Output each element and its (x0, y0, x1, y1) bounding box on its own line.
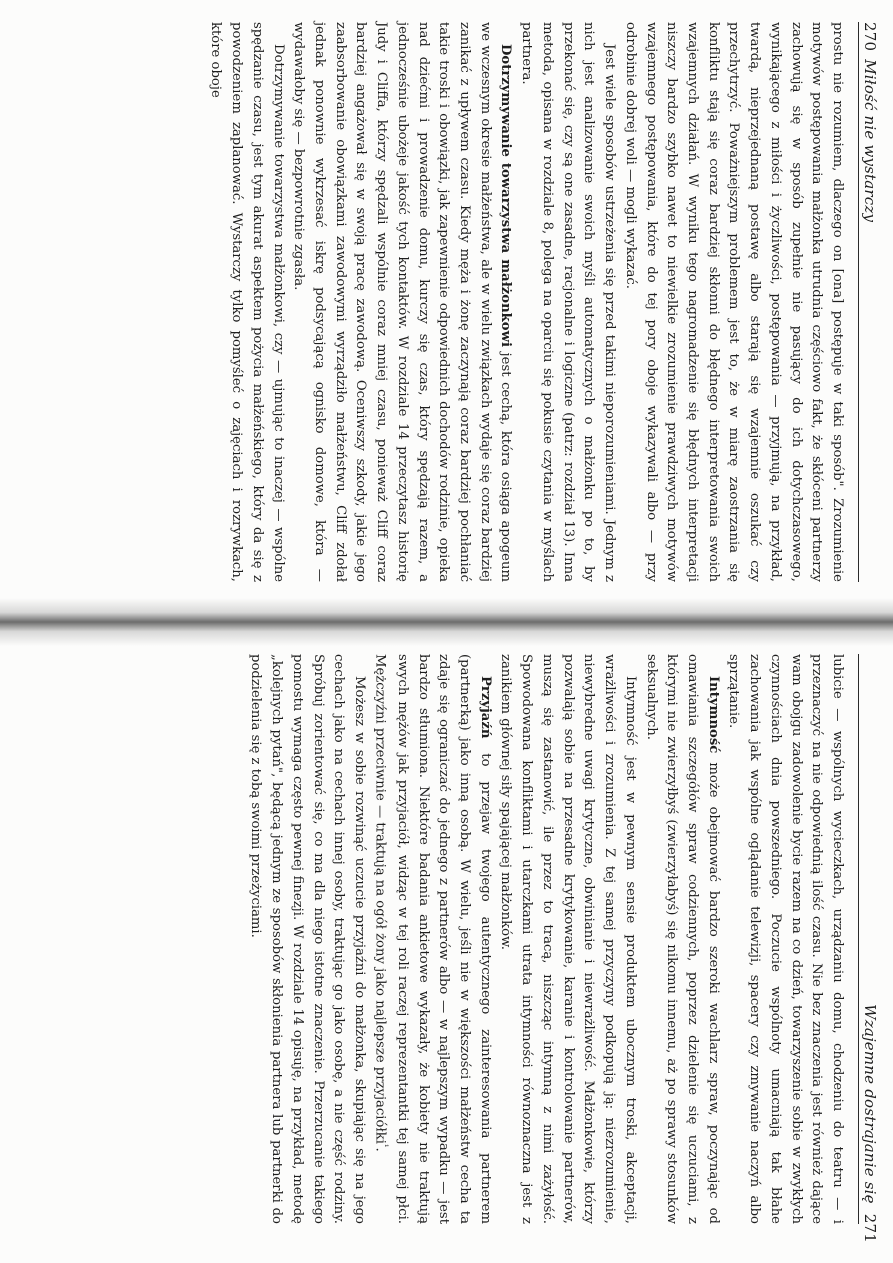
text-run: Dotrzymywanie towarzystwa małżonkowi, czy — ujmując to inaczej — wspólne spędzanie czasu, jest tym akurat aspektem pożycia małżeńskiego, który da się z powodzeniem zaplanować. Wystarczy tylko pomyśleć o zajęciach i rozrywkach, które oboje (208, 22, 286, 582)
paragraph (205, 22, 288, 582)
left-page-number: 270 (861, 22, 879, 52)
text-run: może obejmować bardzo szeroki wachlarz spraw, poczynając od omawiania szczegółów spraw codziennych, poprzez dzielenie się uczuciami, z którymi nie zwierzyłbyś (zwierzyłabyś) się nikomu innemu, aż po sprawy stosunków seksualnych. (643, 654, 721, 1224)
text-run: prostu nie rozumiem, dlaczego on [ona] postępuje w taki sposób". Zrozumienie motywów postępowania małżonka utrudnia częściowo fakt, że skłóceni partnerzy zachowują się w sposób zupełnie nie pasujący do ich dotychczasowego, wynikającego z miłości i życzliwości, postępowania — przyjmują, na przykład, twardą, nieprzejednaną postawę albo starają się wzajemnie oszukać czy przechytrzyć. Poważniejszym problemem jest to, że w miarę zaostrzania się konfliktu stają się coraz bardziej skłonni do błędnego interpretowania swoich wzajemnych działań. W wyniku tego nagromadzenie się błędnych interpretacji niszczy bardzo szybko nawet to niewielkie zrozumienie prawdziwych motywów wzajemnego postępowania, które do tej pory oboje wykazywali albo — przy odrobinie dobrej woli — mogli wykazać. (622, 22, 845, 582)
text-run: lubicie — wspólnych wycieczkach, urządzaniu domu, chodzeniu do teatru — i przeznaczyć na nie odpowiednią ilość czasu. Nie bez znaczenia jest również dające wam obojgu zadowolenie bycie razem na co dzień, towarzyszenie sobie w zwykłych czynnościach dnia powszedniego. Poczucie wspólnoty umacniają tak błahe zachowania jak wspólne oglądanie telewizji, spacery czy zmywanie naczyń albo sprzątanie. (726, 654, 845, 1224)
paragraph (495, 654, 640, 1224)
left-page (0, 0, 893, 620)
right-running-title: Wzajemne dostrajanie się (861, 1004, 879, 1204)
paragraph (245, 654, 369, 1224)
text-run: . (372, 1147, 388, 1152)
paragraph (640, 654, 723, 1224)
bold-term: Dotrzymywanie towarzystwa małżonkowi (498, 44, 514, 347)
text-run: to przejaw twojego autentycznego zainteresowania partnerem (partnerką) jako inną osobą. W wielu, jeśli nie w większości małżeństw cecha ta zdaje się ograniczać do jednego z partnerów albo — w najlepszym wypadku — jest bardzo stłumiona. Niektóre badania ankietowe wykazały, że kobiety nie traktują swych mężów jak przyjaciół, widząc w tej roli raczej reprezentantki tej samej płci. Mężczyźni przeciwnie — traktują na ogół żony jako najlepsze przyjaciółki (372, 654, 493, 1224)
bold-term: Intymność (705, 676, 721, 754)
right-page-number: 271 (861, 1213, 879, 1243)
paragraph (516, 22, 620, 582)
paragraph (288, 22, 516, 582)
right-body-text (245, 654, 847, 1224)
paragraph (619, 22, 847, 582)
paragraph (369, 654, 495, 1224)
right-page (0, 628, 893, 1263)
left-running-head (861, 22, 879, 222)
left-header-rule (858, 22, 859, 582)
left-body-text (205, 22, 847, 582)
text-run: Możesz w sobie rozwinąć uczucie przyjaźni do małżonka, skupiając się na jego cechach jako na cechach innej osoby, traktując go jako osobę, a nie część rodziny. Spróbuj zorientować się, co ma dla niego istotne znaczenie. Przerzucanie takiego pomostu wymaga często pewnej finezji. W rozdziale 14 opisuję, na przykład, metodę „kolejnych pytań", będącą jednym ze sposobów skłonienia partnera lub partnerki do podzielenia się z tobą swoimi przeżyciami. (248, 654, 368, 1224)
right-header-rule (858, 654, 859, 1224)
text-run: Jest wiele sposobów ustrzeżenia się przed takimi nieporozumieniami. Jednym z nich jest analizowanie swoich myśli automatycznych o małżonku po to, by przekonać się, czy są one zasadne, racjonalne i logiczne (patrz: rozdział 13). Inna metoda, opisana w rozdziale 8, polega na oparciu się pokusie czytania w myślach partnera. (519, 22, 618, 582)
text-run: jest cechą, która osiąga apogeum we wczesnym okresie małżeństwa, ale w wielu związkach wydaje się coraz bardziej zanikać z upływem czasu. Kiedy męża i żonę zaczynają coraz bardziej pochłaniać takie troski i obowiązki, jak zapewnienie odpowiednich dochodów rodzinie, opieka nad dziećmi i prowadzenie domu, kurczy się czas, który spędzają razem, a jednocześnie ubożeje jakość tych kontaktów. W rozdziale 14 przeczytasz historię Judy i Cliffa, którzy spędzali wspólnie coraz mniej czasu, ponieważ Cliff coraz bardziej angażował się w swoją pracę zawodową. Oceniwszy szkody, jakie jego zaabsorbowanie obowiązkami zawodowymi wyrządziło małżeństwu, Cliff zdołał jednak ponownie wykrzesać iskrę podsycającą ognisko domowe, która — wydawałoby się — bezpowrotnie zgasła. (291, 22, 514, 582)
left-running-title: Miłość nie wystarczy (861, 59, 879, 223)
text-run: Intymność jest w pewnym sensie produktem ubocznym troski, akceptacji, wrażliwości i zrozumienia. Z tej samej przyczyny podkopują ją: niezrozumienie, niewybredne uwagi krytyczne, obwinianie i niewrażliwość. Małżonkowie, którzy pozwalają sobie na przesadne krytykowanie, karanie i kontrolowanie partnerów, muszą się zastanowić, ile przez to tracą, niszcząc intymną z nimi zażyłość. Spowodowana konfliktami i utarczkami utrata intymności równoznaczna jest z zanikiem głównej siły spajającej małżonków. (498, 654, 638, 1224)
bold-term: Przyjaźń (477, 676, 493, 739)
footnote-marker: ¹ (379, 1143, 390, 1148)
right-running-head (861, 1004, 879, 1243)
paragraph (723, 654, 847, 1224)
